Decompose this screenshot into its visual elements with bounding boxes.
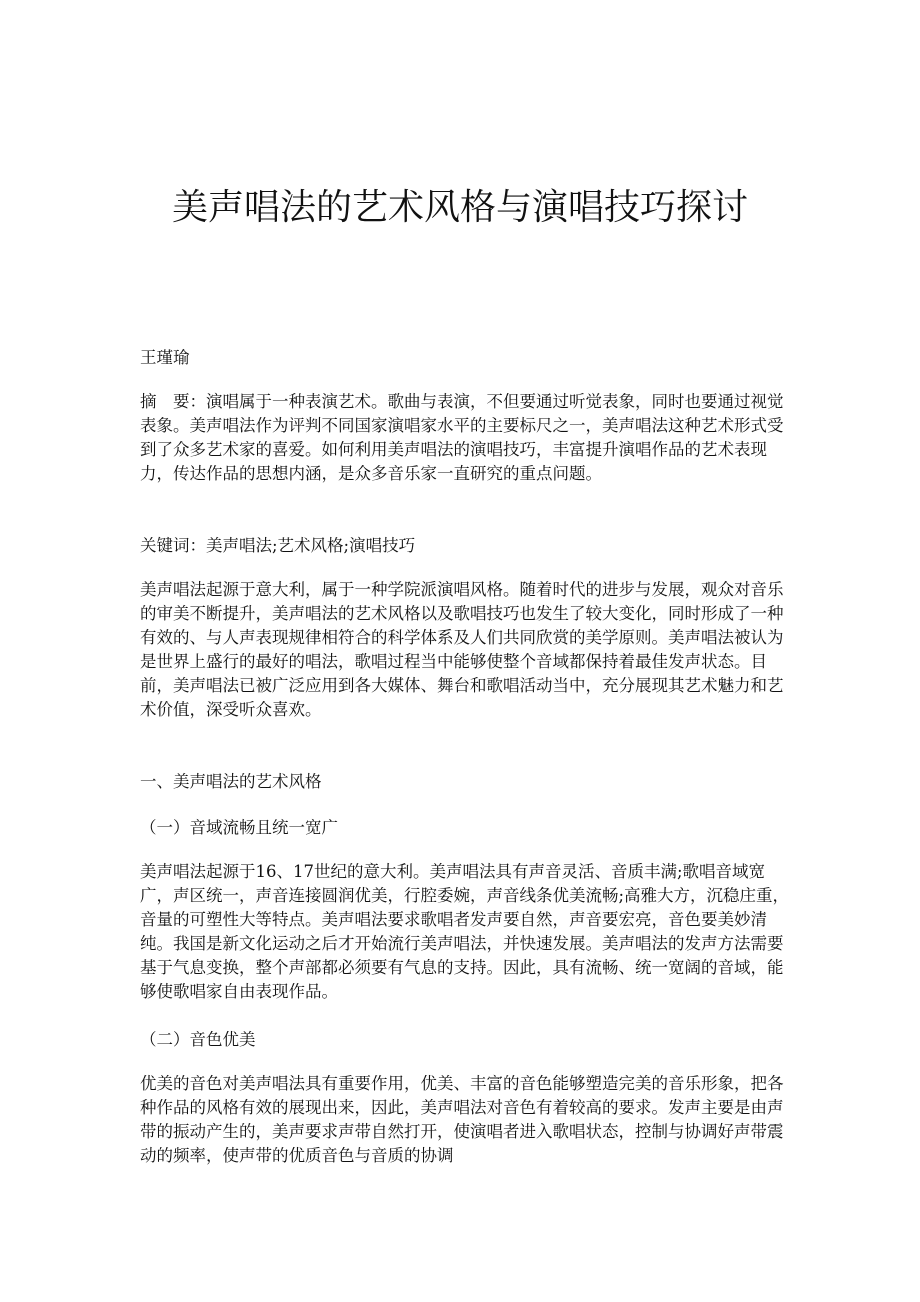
abstract-paragraph: 摘 要：演唱属于一种表演艺术。歌曲与表演，不但要通过听觉表象，同时也要通过视觉表象。美声唱法作为评判不同国家演唱家水平的主要标尺之一，美声唱法这种艺术形式受到了众多艺术家的喜爱。如何利用美声唱法的演唱技巧，丰富提升演唱作品的艺术表现力，传达作品的思想内涵，是众多音乐家一直研究的重点问题。: [140, 392, 784, 483]
section-heading: 一、美声唱法的艺术风格: [140, 772, 322, 791]
document-title: 美声唱法的艺术风格与演唱技巧探讨: [171, 187, 748, 228]
intro-paragraph: 美声唱法起源于意大利，属于一种学院派演唱风格。随着时代的进步与发展，观众对音乐的审美不断提升，美声唱法的艺术风格以及歌唱技巧也发生了较大变化，同时形成了一种有效的、与人声表现规律相符合的科学体系及人们共同欣赏的美学原则。美声唱法被认为是世界上盛行的最好的唱法，歌唱过程当中能够使整个音域都保持着最佳发声状态。目前，美声唱法已被广泛应用到各大媒体、舞台和歌唱活动当中，充分展现其艺术魅力和艺术价值，深受听众喜欢。: [140, 580, 784, 719]
body-paragraph: 优美的音色对美声唱法具有重要作用，优美、丰富的音色能够塑造完美的音乐形象，把各种作品的风格有效的展现出来，因此，美声唱法对音色有着较高的要求。发声主要是由声带的振动产生的，美声要求声带自然打开，使演唱者进入歌唱状态，控制与协调好声带震动的频率，使声带的优质音色与音质的协调: [140, 1074, 784, 1165]
keywords-line: 关键词：美声唱法;艺术风格;演唱技巧: [140, 536, 416, 555]
subsection-heading: （一）音域流畅且统一宽广: [140, 818, 338, 837]
subsection-heading: （二）音色优美: [140, 1030, 256, 1049]
author-name: 王瑾瑜: [140, 348, 190, 367]
body-paragraph: 美声唱法起源于16、17世纪的意大利。美声唱法具有声音灵活、音质丰满;歌唱音域宽广，声区统一，声音连接圆润优美，行腔委婉，声音线条优美流畅;高雅大方，沉稳庄重，音量的可塑性大等特点。美声唱法要求歌唱者发声要自然，声音要宏亮，音色要美妙清纯。我国是新文化运动之后才开始流行美声唱法，并快速发展。美声唱法的发声方法需要基于气息变换，整个声部都必须要有气息的支持。因此，具有流畅、统一宽阔的音域，能够使歌唱家自由表现作品。: [140, 862, 790, 1001]
